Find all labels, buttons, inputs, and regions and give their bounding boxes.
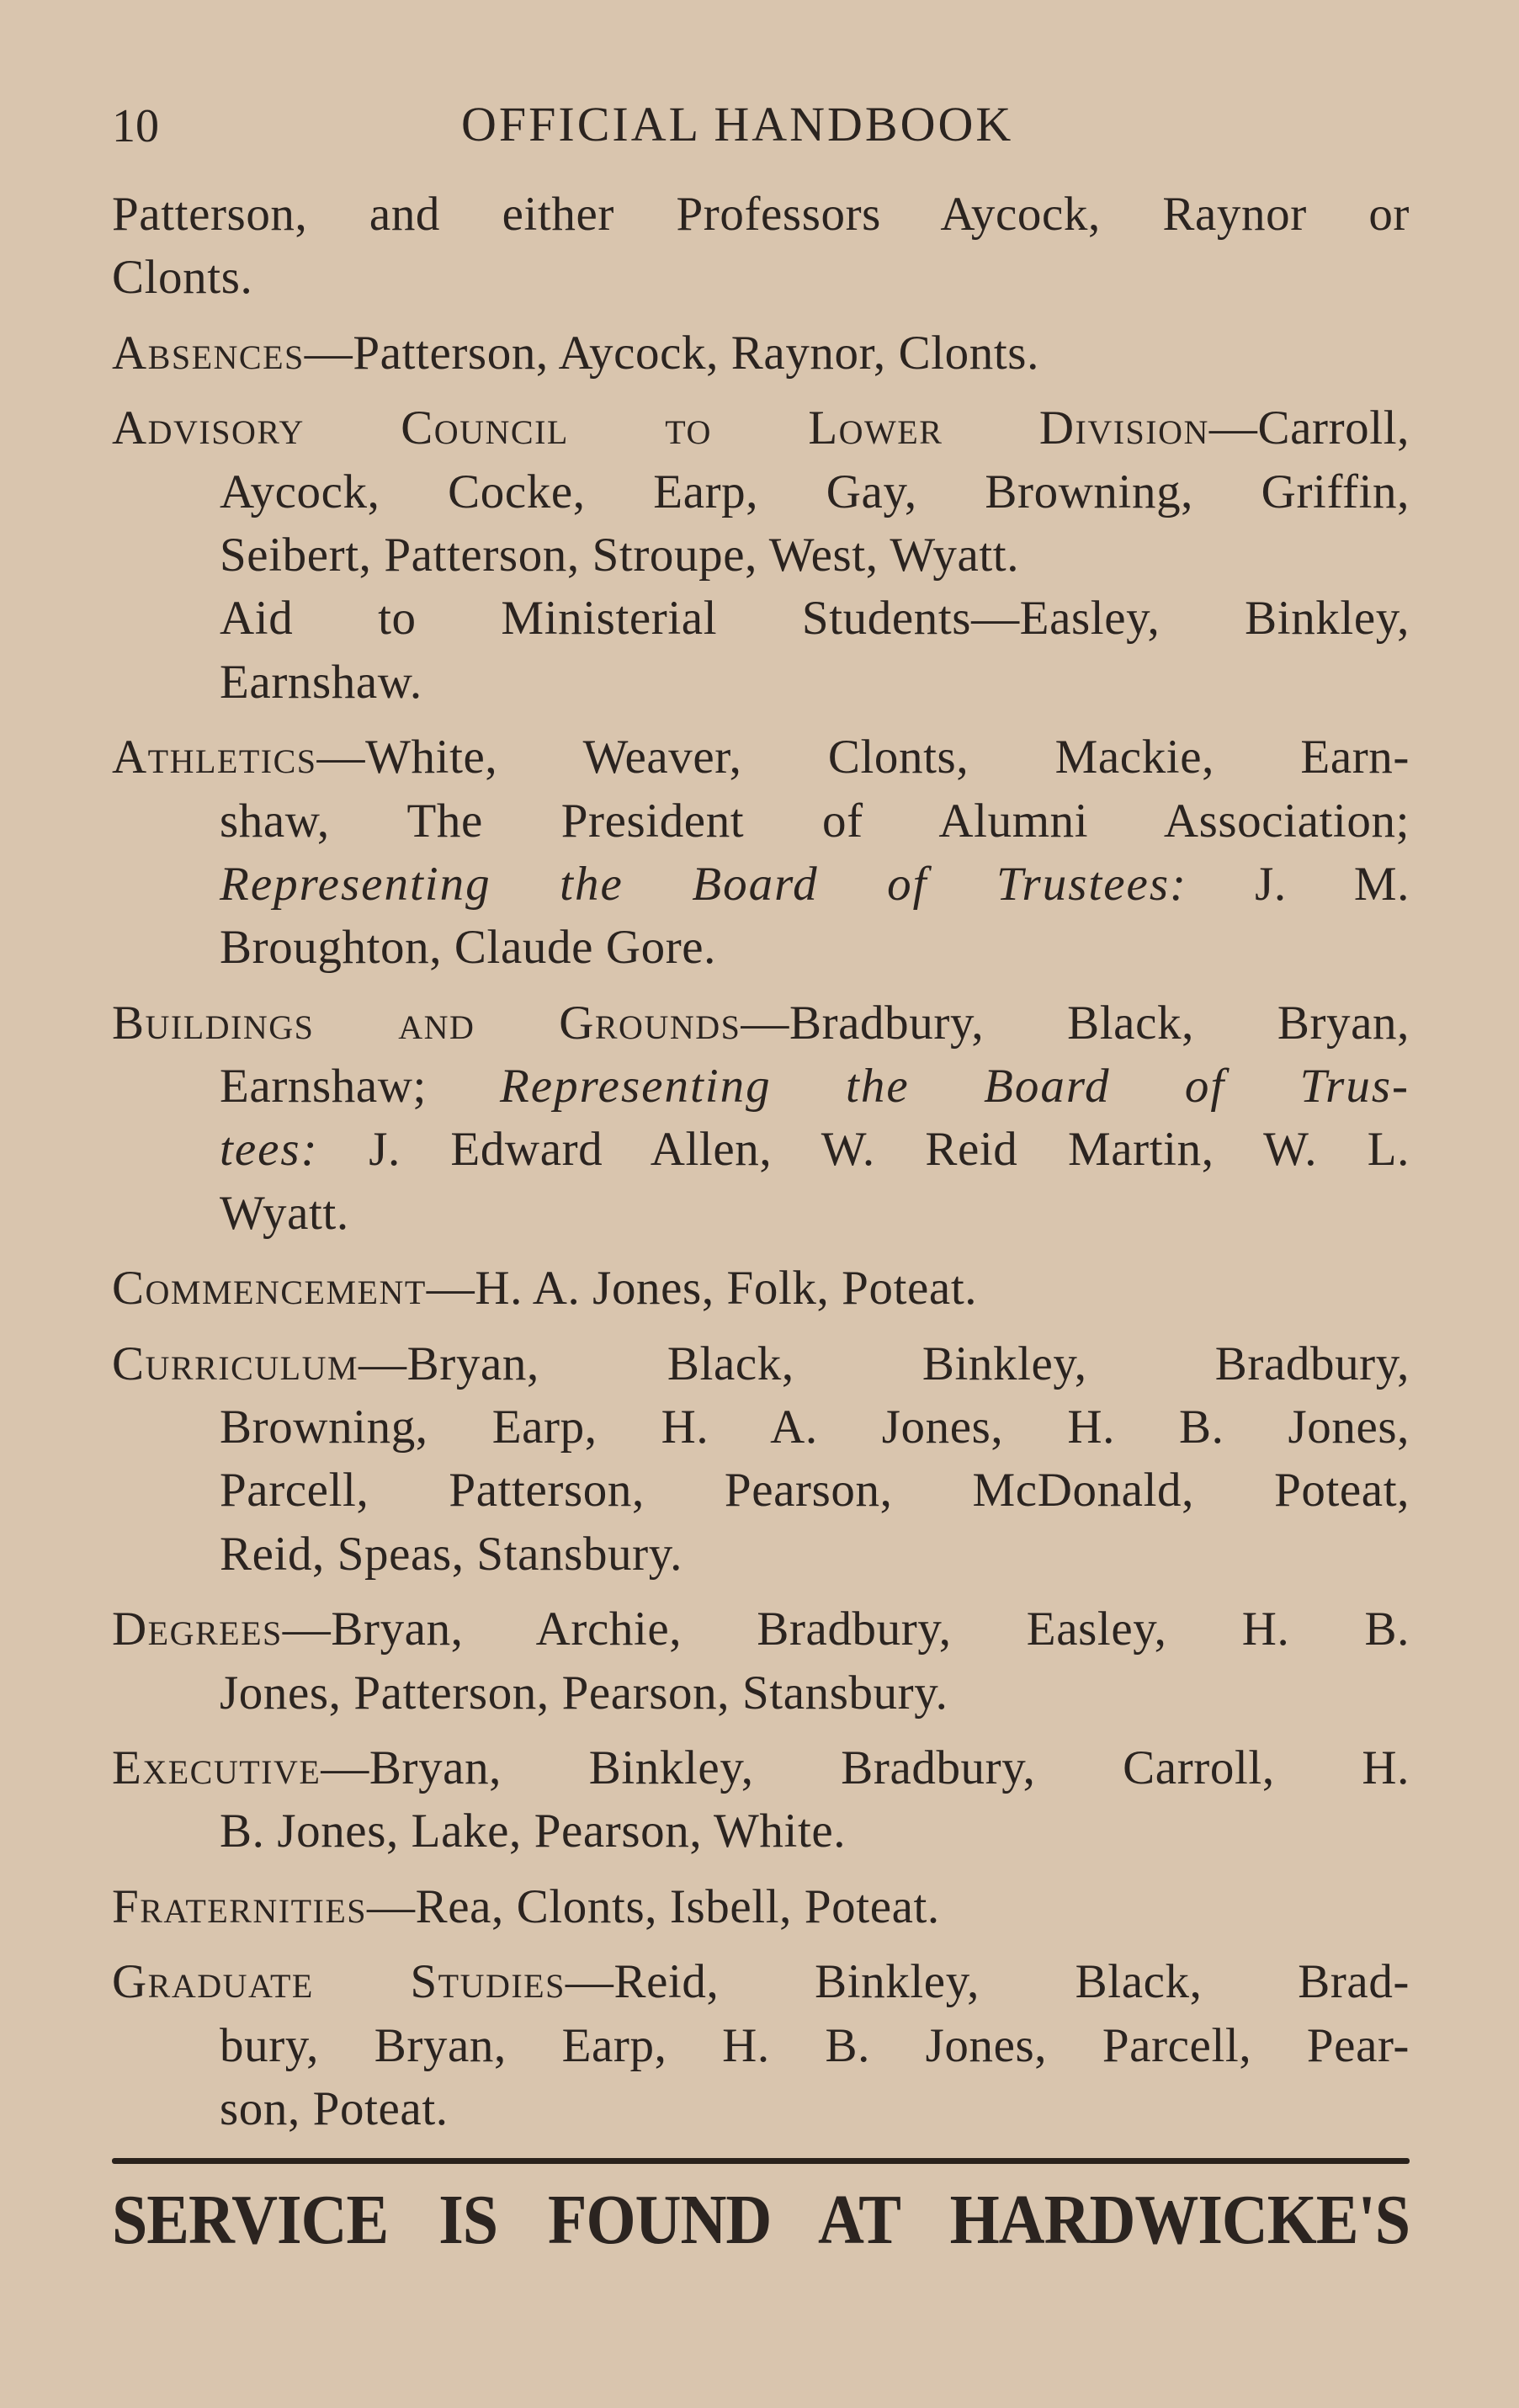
- text-segment: —Patterson, Aycock, Raynor, Clonts.: [304, 326, 1039, 380]
- committee-name: Graduate Studies: [112, 1955, 566, 2009]
- text-line: [112, 587, 1410, 650]
- text-line: [112, 1332, 1410, 1395]
- text-line: [112, 1257, 1410, 1320]
- committee-name: Buildings and Grounds: [112, 996, 741, 1050]
- text-line: [112, 651, 1410, 714]
- committee-name: Commencement: [112, 1262, 427, 1316]
- text-line: [112, 396, 1410, 460]
- text-line: [112, 183, 1410, 246]
- text-line: [112, 1597, 1410, 1661]
- text-segment: shaw, The President of Alumni Association;: [220, 794, 1410, 848]
- text-segment: Jones, Patterson, Pearson, Stansbury.: [220, 1666, 948, 1720]
- text-segment: bury, Bryan, Earp, H. B. Jones, Parcell, Pear-: [220, 2018, 1410, 2072]
- committee-entry: [112, 991, 1410, 1246]
- italic-text: Representing the Board of Trustees:: [220, 857, 1188, 911]
- text-line: [112, 1950, 1410, 2013]
- committee-name: Executive: [112, 1741, 321, 1794]
- text-line: [112, 1661, 1410, 1725]
- text-line: [112, 789, 1410, 853]
- committee-list: [112, 183, 1410, 2152]
- committee-name: Absences: [112, 326, 305, 380]
- italic-text: tees:: [220, 1123, 319, 1177]
- text-segment: Broughton, Claude Gore.: [220, 921, 717, 975]
- committee-name: Curriculum: [112, 1337, 359, 1390]
- text-segment: —H. A. Jones, Folk, Poteat.: [426, 1262, 978, 1316]
- text-segment: —Reid, Binkley, Black, Brad-: [565, 1955, 1410, 2009]
- text-line: [112, 2077, 1410, 2140]
- committee-name: Athletics: [112, 731, 317, 784]
- text-segment: J. Edward Allen, W. Reid Martin, W. L.: [318, 1123, 1410, 1177]
- text-line: [112, 246, 1410, 309]
- committee-name: Degrees: [112, 1603, 283, 1656]
- text-segment: Clonts.: [112, 251, 253, 305]
- text-segment: —Bryan, Black, Binkley, Bradbury,: [359, 1337, 1410, 1390]
- text-line: [112, 991, 1410, 1055]
- text-line: [112, 1055, 1410, 1118]
- committee-entry: [112, 726, 1410, 980]
- committee-entry: [112, 1332, 1410, 1587]
- committee-entry: [112, 183, 1410, 310]
- committee-name: Fraternities: [112, 1879, 368, 1933]
- text-segment: Seibert, Patterson, Stroupe, West, Wyatt.: [220, 528, 1020, 582]
- text-segment: Patterson, and either Professors Aycock, Raynor or: [112, 188, 1410, 241]
- text-segment: Earnshaw.: [220, 655, 422, 709]
- committee-entry: [112, 1597, 1410, 1725]
- text-line: [112, 1875, 1410, 1938]
- text-segment: —White, Weaver, Clonts, Mackie, Earn-: [316, 731, 1410, 784]
- text-segment: J. M.: [1187, 857, 1410, 911]
- text-line: [112, 1799, 1410, 1863]
- text-segment: son, Poteat.: [220, 2081, 449, 2135]
- text-line: [112, 1182, 1410, 1245]
- text-line: [112, 1736, 1410, 1799]
- text-line: [112, 322, 1410, 385]
- text-segment: Wyatt.: [220, 1186, 349, 1240]
- page-number: 10: [112, 100, 159, 152]
- committee-entry: [112, 396, 1410, 714]
- committee-entry: [112, 322, 1410, 385]
- running-head: OFFICIAL HANDBOOK: [461, 97, 1014, 151]
- italic-text: Representing the Board of Trus-: [499, 1060, 1410, 1114]
- text-segment: —Rea, Clonts, Isbell, Poteat.: [367, 1879, 940, 1933]
- text-segment: Aid to Ministerial Students—Easley, Binkley,: [220, 592, 1410, 646]
- text-line: [112, 524, 1410, 587]
- text-segment: Browning, Earp, H. A. Jones, H. B. Jones,: [220, 1401, 1410, 1454]
- text-line: [112, 853, 1410, 916]
- text-segment: Reid, Speas, Stansbury.: [220, 1527, 682, 1581]
- committee-entry: [112, 1257, 1410, 1320]
- committee-entry: [112, 1736, 1410, 1863]
- footer-advertisement: SERVICE IS FOUND AT HARDWICKE'S: [112, 2181, 1410, 2259]
- text-segment: —Carroll,: [1208, 401, 1410, 455]
- divider-rule: [112, 2158, 1410, 2164]
- committee-name: Advisory Council to Lower Division: [112, 401, 1209, 455]
- text-segment: Parcell, Patterson, Pearson, McDonald, Poteat,: [220, 1464, 1410, 1518]
- text-line: [112, 1459, 1410, 1522]
- committee-entry: [112, 1875, 1410, 1938]
- text-line: [112, 1395, 1410, 1459]
- committee-entry: [112, 1950, 1410, 2140]
- text-line: [112, 916, 1410, 979]
- text-segment: —Bryan, Binkley, Bradbury, Carroll, H.: [321, 1741, 1410, 1794]
- text-line: [112, 1523, 1410, 1586]
- text-segment: Earnshaw;: [220, 1060, 500, 1114]
- text-line: [112, 726, 1410, 789]
- text-line: [112, 2014, 1410, 2077]
- text-line: [112, 460, 1410, 524]
- text-segment: B. Jones, Lake, Pearson, White.: [220, 1805, 847, 1858]
- text-line: [112, 1118, 1410, 1181]
- text-segment: —Bryan, Archie, Bradbury, Easley, H. B.: [282, 1603, 1410, 1656]
- text-segment: —Bradbury, Black, Bryan,: [741, 996, 1410, 1050]
- text-segment: Aycock, Cocke, Earp, Gay, Browning, Griffin,: [220, 465, 1410, 518]
